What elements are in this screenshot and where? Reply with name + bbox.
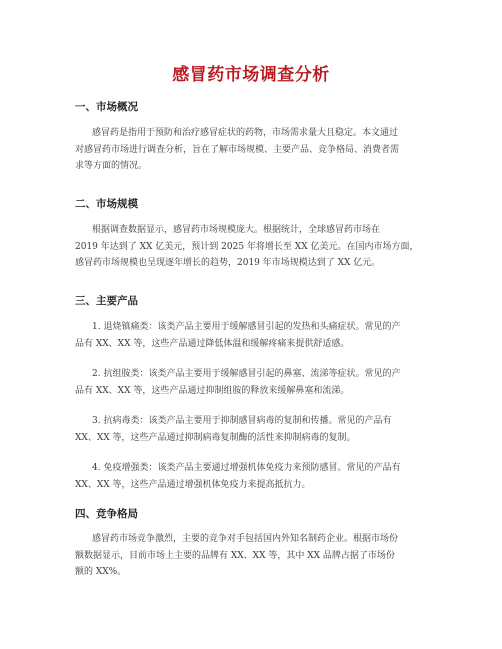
paragraph-line: 1. 退烧镇痛类：该类产品主要用于缓解感冒引起的发热和头痛症状。常见的产: [92, 322, 401, 332]
paragraph-market-overview: [75, 125, 435, 175]
paragraph-product-antihistamine: [75, 366, 435, 399]
section-heading-competition: 四、竞争格局: [75, 508, 138, 520]
paragraph-line: 根据调查数据显示，感冒药市场规模庞大。根据统计，全球感冒药市场在: [92, 225, 381, 235]
paragraph-line: 感冒药市场竞争激烈，主要的竞争对手包括国内外知名制药企业。根据市场份: [92, 534, 399, 544]
paragraph-line: 2019 年达到了 XX 亿美元，预计到 2025 年将增长至 XX 亿美元。在国内市场方面，: [75, 241, 419, 252]
paragraph-line: 对感冒药市场进行调查分析，旨在了解市场规模、主要产品、竞争格局、消费者需: [75, 144, 400, 155]
document-title: 感冒药市场调查分析: [172, 65, 330, 85]
section-heading-market-overview: 一、市场概况: [75, 101, 138, 113]
paragraph-line: 2. 抗组胺类：该类产品主要用于缓解感冒引起的鼻塞、流涕等症状。常见的产: [92, 369, 401, 379]
section-heading-main-products: 三、主要产品: [75, 295, 138, 307]
paragraph-product-antiviral: [75, 413, 435, 446]
paragraph-line: 3. 抗病毒类：该类产品主要用于抑制感冒病毒的复制和传播。常见的产品有: [92, 416, 392, 426]
paragraph-line: 感冒药市场规模也呈现逐年增长的趋势，2019 年市场规模达到了 XX 亿元。: [75, 258, 381, 268]
paragraph-market-size: [75, 222, 435, 272]
paragraph-line: 额的 XX%。: [75, 567, 127, 577]
paragraph-line: XX、XX 等，这些产品通过抑制病毒复制酶的活性来抑制病毒的复制。: [75, 432, 356, 443]
paragraph-line: 品有 XX、XX 等，这些产品通过降低体温和缓解疼痛来提供舒适感。: [75, 338, 350, 349]
paragraph-line: 4. 免疫增强类：该类产品主要通过增强机体免疫力来预防感冒。常见的产品有: [92, 463, 401, 473]
paragraph-line: 额数据显示，目前市场上主要的品牌有 XX、XX 等，其中 XX 品牌占据了市场份: [75, 550, 395, 561]
paragraph-line: XX、XX 等，这些产品通过增强机体免疫力来提高抵抗力。: [75, 479, 311, 490]
paragraph-competition: [75, 531, 435, 581]
paragraph-line: 品有 XX、XX 等，这些产品通过抑制组胺的释放来缓解鼻塞和流涕。: [75, 385, 350, 396]
paragraph-product-antipyretic: [75, 319, 435, 352]
paragraph-line: 求等方面的情况。: [75, 161, 148, 171]
paragraph-product-immunity: [75, 460, 435, 493]
section-heading-market-size: 二、市场规模: [75, 198, 138, 210]
paragraph-line: 感冒药是指用于预防和治疗感冒症状的药物，市场需求量大且稳定。本文通过: [92, 128, 399, 138]
